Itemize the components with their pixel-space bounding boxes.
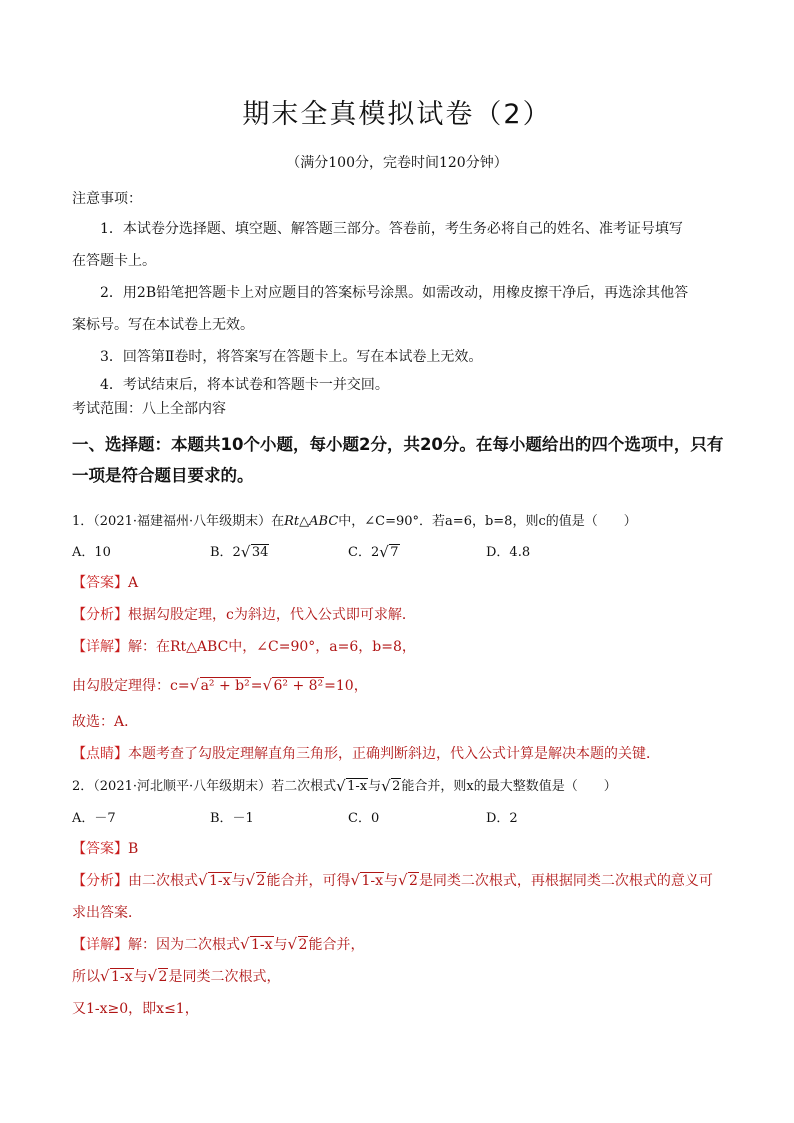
calc-1: 由勾股定理得：c=√ a² + b²=√ 6² + 8²=10， (72, 675, 368, 695)
detail-tag: 【详解】 (72, 639, 128, 655)
question-1-triangle: △ABC (299, 514, 339, 529)
option-c: C．2√ 7 (348, 541, 400, 560)
analysis-2-cont: 求出答案． (72, 905, 142, 921)
exam-scope: 考试范围：八上全部内容 (72, 401, 226, 417)
detail-2: 【详解】解：因为二次根式√ 1-x与√ 2能合并， (72, 934, 364, 954)
comment-1 (72, 743, 660, 763)
answer-1 (72, 572, 138, 592)
comment-tag: 【点睛】 (72, 746, 128, 762)
option-a: A．10 (72, 545, 111, 560)
analysis-text: 根据勾股定理，c为斜边，代入公式即可求解． (128, 607, 416, 623)
page-title: 期末全真模拟试卷（2） (242, 99, 552, 130)
question-1-stem: 中，∠C=90°．若a=6，b=8，则c的值是（ ） (338, 514, 637, 529)
note-2-cont: 案标号。写在本试卷上无效。 (72, 317, 254, 333)
detail-2-also: 又1-x≥0，即x≤1， (72, 1001, 199, 1017)
option-b: B．－1 (210, 811, 254, 826)
detail-2-so: 所以√ 1-x与√ 2是同类二次根式， (72, 966, 280, 986)
choose-1: 故选：A． (72, 714, 139, 730)
answer-tag: 【答案】 (72, 575, 128, 591)
question-1-prefix: 1．（2021·福建福州·八年级期末）在 (72, 514, 285, 529)
analysis-2: 【分析】由二次根式√ 1-x与√ 2能合并，可得√ 1-x与√ 2是同类二次根式，再根据同类二次根式的意义可 (72, 870, 713, 890)
note-4: 4．考试结束后，将本试卷和答题卡一并交回。 (100, 377, 389, 393)
note-1: 1．本试卷分选择题、填空题、解答题三部分。答卷前，考生务必将自己的姓名、准考证号填写 (100, 221, 683, 237)
option-d: D．4.8 (486, 545, 531, 560)
notes-heading: 注意事项： (72, 191, 142, 207)
question-2-options (72, 807, 722, 827)
section-heading: 一、选择题：本题共10个小题，每小题2分，共20分。在每小题给出的四个选项中，只有 (72, 435, 724, 454)
comment-text: 本题考查了勾股定理解直角三角形，正确判断斜边，代入公式计算是解决本题的关键． (128, 746, 660, 762)
answer-2: 【答案】B (72, 841, 139, 857)
section-heading-cont: 一项是符合题目要求的。 (72, 466, 254, 485)
option-d: D．2 (486, 811, 518, 826)
option-b: B．2√ 34 (210, 541, 269, 560)
question-1-rt: Rt (284, 514, 300, 529)
note-3: 3．回答第Ⅱ卷时，将答案写在答题卡上。写在本试卷上无效。 (100, 349, 483, 365)
page-subtitle: （满分100分，完卷时间120分钟） (286, 155, 508, 171)
analysis-tag: 【分析】 (72, 607, 128, 623)
analysis-1 (72, 604, 416, 624)
question-1 (72, 510, 637, 529)
question-1-options (72, 541, 722, 561)
detail-1 (72, 636, 416, 656)
note-1-cont: 在答题卡上。 (72, 253, 156, 269)
answer-value: A (128, 575, 139, 591)
note-2: 2．用2B铅笔把答题卡上对应题目的答案标号涂黑。如需改动，用橡皮擦干净后，再选涂其他答 (100, 285, 689, 301)
question-2: 2．（2021·河北顺平·八年级期末）若二次根式√ 1-x与√ 2能合并，则x的最大整数值是（ ） (72, 775, 617, 794)
detail-text: 解：在Rt△ABC中，∠C=90°，a=6，b=8， (128, 639, 416, 655)
option-c: C．0 (348, 811, 380, 826)
option-a: A．－7 (72, 811, 116, 826)
